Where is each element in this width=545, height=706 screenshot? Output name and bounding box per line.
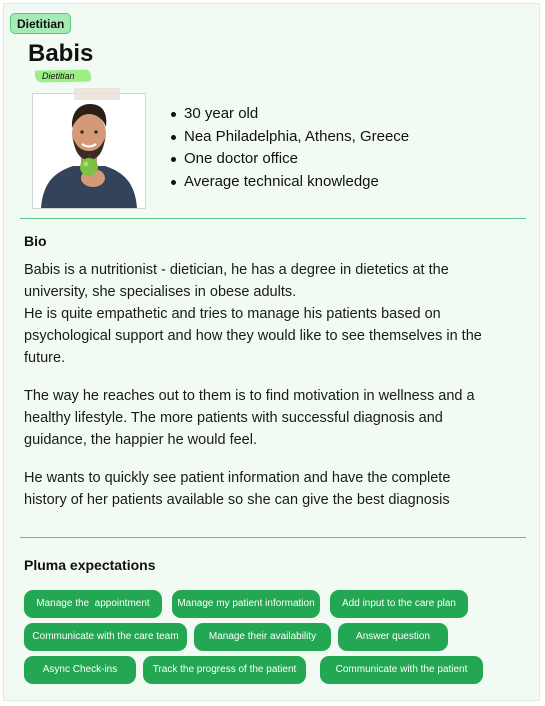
divider-top xyxy=(20,218,526,219)
expectation-chip-care-plan-input[interactable]: Add input to the care plan xyxy=(330,590,468,618)
bio-text xyxy=(24,259,519,511)
bio-line: guidance, the happier he would feel. xyxy=(24,432,257,448)
bio-line: healthy lifestyle. The more patients with successful diagnosis and xyxy=(24,410,443,426)
bio-line: history of her patients available so she can give the best diagnosis xyxy=(24,492,450,508)
expectation-chip-communicate-care-team[interactable]: Communicate with the care team xyxy=(24,623,187,651)
expectation-chip-manage-appointment[interactable]: Manage the appointment xyxy=(24,590,162,618)
fact-workplace: One doctor office xyxy=(167,148,409,171)
expectation-chip-communicate-patient[interactable]: Communicate with the patient xyxy=(320,656,483,684)
fact-location: Nea Philadelphia, Athens, Greece xyxy=(167,126,409,149)
bio-line: university, she specialises in obese adults. xyxy=(24,284,297,300)
fact-tech-knowledge: Average technical knowledge xyxy=(167,171,409,194)
persona-role: Dietitian xyxy=(42,71,75,81)
expectations-title: Pluma expectations xyxy=(24,557,156,573)
expectation-chip-manage-availability[interactable]: Manage their availability xyxy=(194,623,331,651)
persona-type-tag: Dietitian xyxy=(10,13,71,34)
bio-line: psychological support and how they would like to see themselves in the xyxy=(24,328,482,344)
bio-line: He is quite empathetic and tries to manage his patients based on xyxy=(24,306,441,322)
fact-age: 30 year old xyxy=(167,103,409,126)
expectation-chip-track-progress[interactable]: Track the progress of the patient xyxy=(143,656,306,684)
expectation-chip-async-checkins[interactable]: Async Check-ins xyxy=(24,656,136,684)
persona-name: Babis xyxy=(28,40,94,67)
bio-line: He wants to quickly see patient information and have the complete xyxy=(24,470,451,486)
persona-facts xyxy=(167,103,409,193)
bio-line: Babis is a nutritionist - dietician, he has a degree in dietetics at the xyxy=(24,262,449,278)
expectation-chip-manage-patient-info[interactable]: Manage my patient information xyxy=(172,590,320,618)
divider-bottom xyxy=(20,537,526,538)
bio-line: future. xyxy=(24,350,66,366)
expectation-chip-answer-question[interactable]: Answer question xyxy=(338,623,448,651)
bio-title: Bio xyxy=(24,233,47,249)
bio-line: The way he reaches out to them is to find motivation in wellness and a xyxy=(24,388,475,404)
portrait-icon xyxy=(33,94,145,208)
photo-tape xyxy=(74,88,120,100)
persona-photo xyxy=(32,93,146,209)
